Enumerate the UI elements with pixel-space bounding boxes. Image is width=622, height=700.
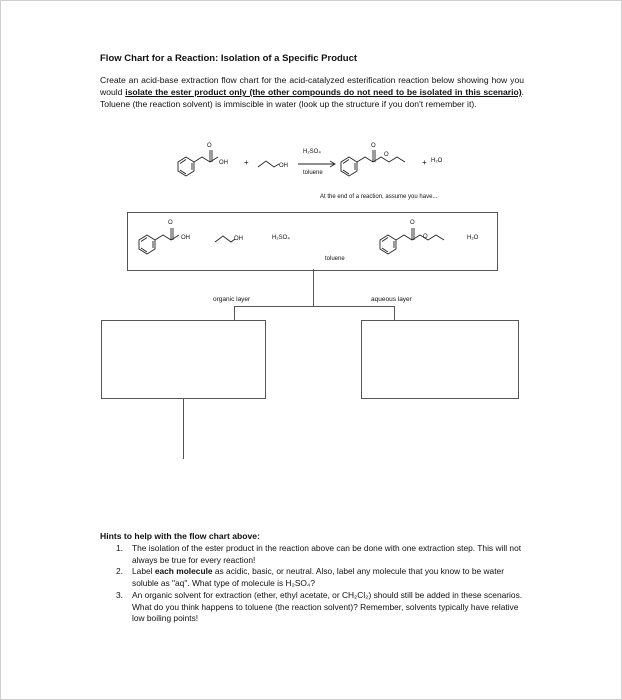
plus-sign: + <box>244 158 249 167</box>
aqueous-layer-label: aqueous layer <box>371 296 412 303</box>
hint-number: 1. <box>116 543 123 553</box>
flow-line-organic-continue <box>183 398 184 459</box>
box-ester-o: O <box>423 234 428 240</box>
hint-item-2 <box>116 566 524 589</box>
hint-text: The isolation of the ester product in the reaction above can be done with one extraction step. This will not always be true for every reaction! <box>132 543 522 565</box>
box-ester-carbonyl-o: O <box>410 220 415 226</box>
alcohol-oh: OH <box>279 163 288 169</box>
catalyst-label: H₂SO₄ <box>303 149 321 155</box>
hint-number: 3. <box>116 589 123 600</box>
end-of-reaction-note: At the end of a reaction, assume you have... <box>320 194 438 200</box>
aqueous-layer-box[interactable] <box>361 320 519 399</box>
page-title: Flow Chart for a Reaction: Isolation of a Specific Product <box>100 53 358 64</box>
flow-line-split <box>234 306 394 307</box>
box-ethanol-structure <box>214 232 236 244</box>
hint-number: 2. <box>116 566 123 577</box>
hint-text-pre: Label <box>132 566 155 577</box>
organic-layer-box[interactable] <box>101 320 266 399</box>
flow-line-left <box>234 306 235 320</box>
ester-product-structure <box>339 140 429 180</box>
box-solvent: toluene <box>325 256 345 262</box>
hint-item-1 <box>116 543 524 566</box>
flow-line-down <box>313 269 314 306</box>
hint-item-3 <box>116 590 524 625</box>
box-acid-carbonyl-o: O <box>168 220 173 226</box>
organic-layer-label: organic layer <box>213 296 251 303</box>
flow-line-right <box>394 306 395 320</box>
plus-sign-2: + <box>422 158 427 167</box>
box-catalyst: H₂SO₄ <box>272 235 290 241</box>
hints-title: Hints to help with the flow chart above: <box>100 531 260 541</box>
hint-text: An organic solvent for extraction (ether, ethyl acetate, or CH₂Cl₂) should still be added in these scenarios. What do you think happens to toluene (the reaction solvent)? Remember, solvents typically have relative low boiling points! <box>132 589 523 624</box>
acid-oh: OH <box>219 160 228 166</box>
instructions-part-1: Create an acid-base extraction flow chart for the acid-catalyzed esterification reaction below showing how you would <box>100 75 524 98</box>
solvent-label: toluene <box>303 170 323 176</box>
ethanol-structure <box>257 156 281 170</box>
ester-o: O <box>384 152 389 158</box>
water-label: H₂O <box>431 158 443 164</box>
box-alcohol-oh: OH <box>234 236 243 242</box>
box-acid-oh: OH <box>181 235 190 241</box>
instructions-emphasis: isolate the ester product only (the other compounds do not need to be isolated in this scenario) <box>125 87 522 98</box>
box-water: H₂O <box>467 235 479 241</box>
instructions-paragraph <box>100 74 524 111</box>
reaction-arrow <box>298 160 338 168</box>
hints-list <box>116 543 524 625</box>
instructions-part-2: . Toluene (the reaction solvent) is immiscible in water (look up the structure if you don't remember it). <box>100 87 524 110</box>
hint-text-post: as acidic, basic, or neutral. Also, label any molecule that you know to be water soluble as "aq". What type of molecule is H₂SO₄? <box>132 566 504 589</box>
box-ester-structure <box>378 218 464 258</box>
hint-text-bold: each molecule <box>154 566 213 577</box>
ester-carbonyl-o: O <box>371 143 376 149</box>
acid-carbonyl-o: O <box>207 143 212 149</box>
